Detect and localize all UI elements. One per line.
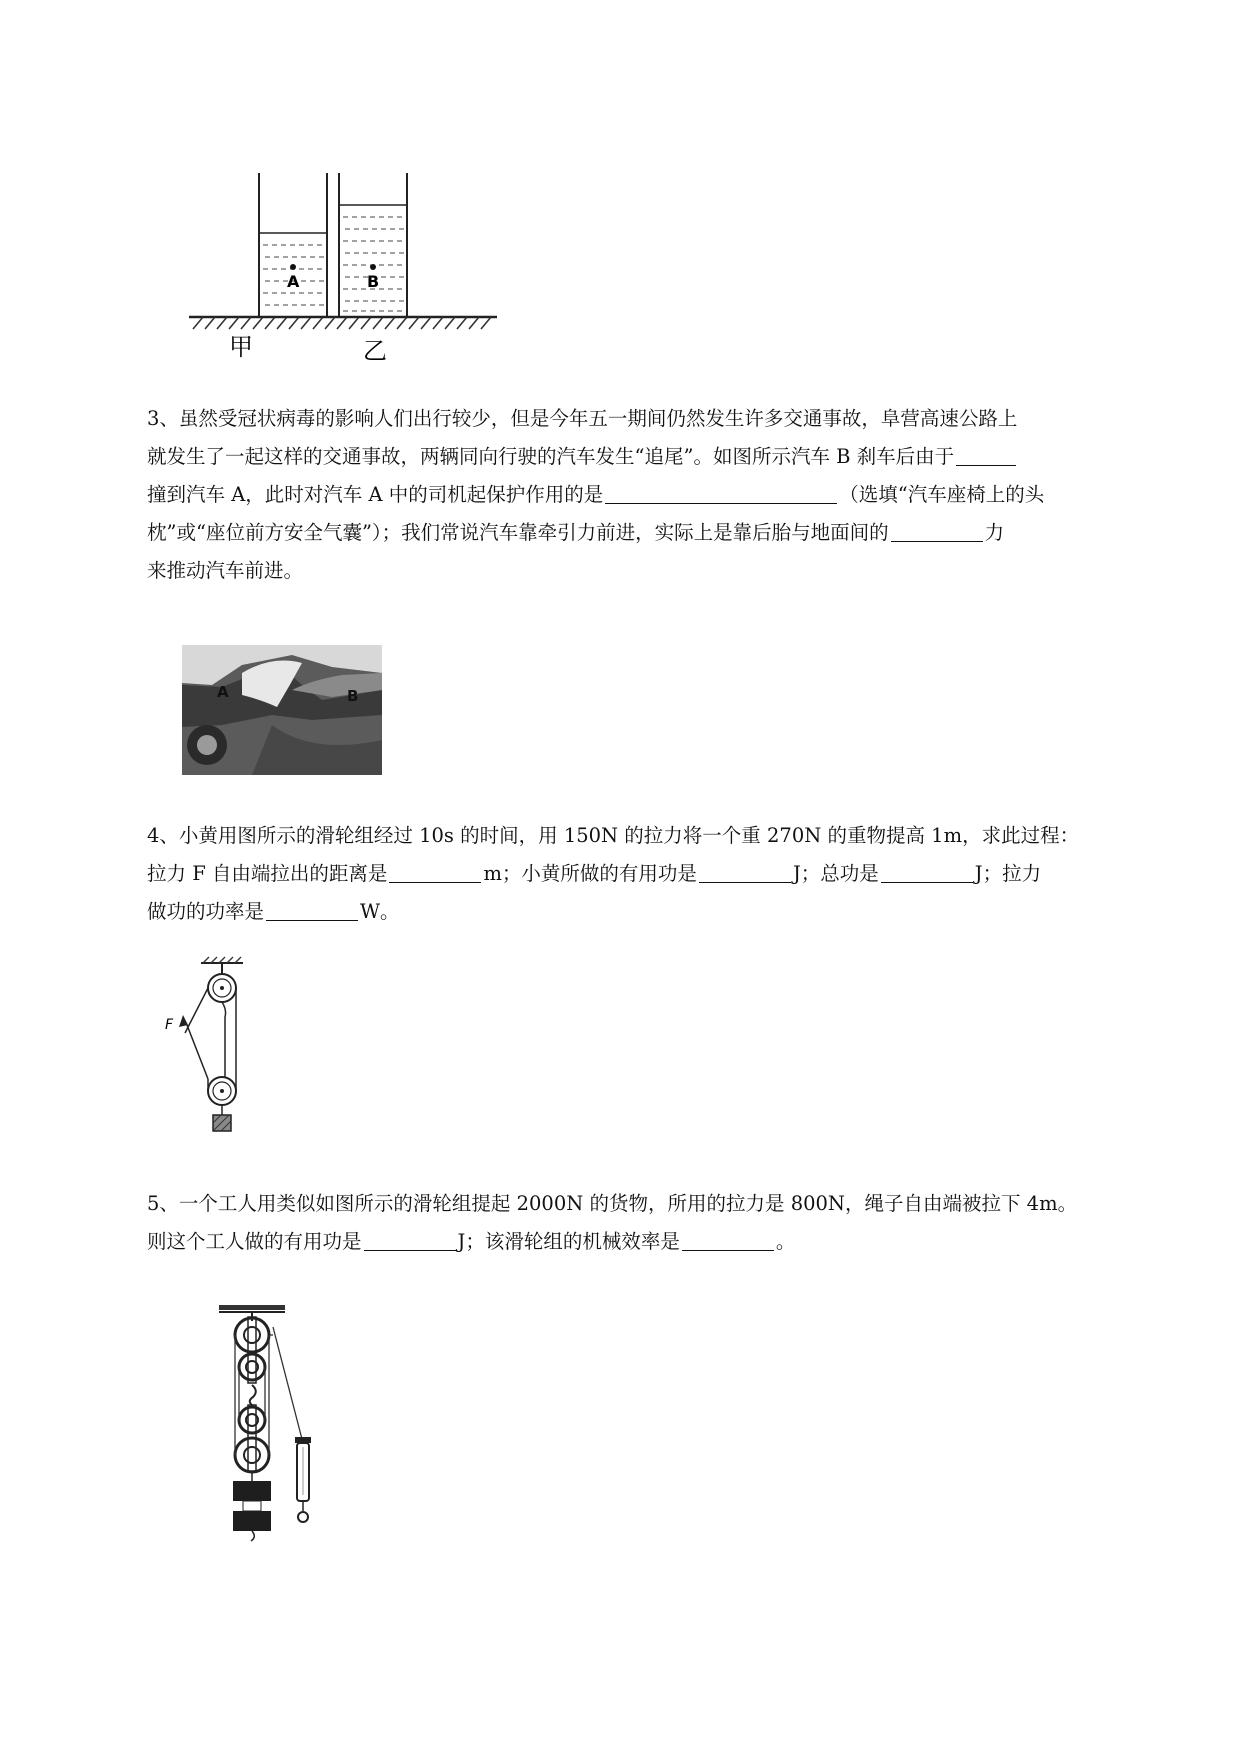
question-4 bbox=[147, 817, 1167, 931]
answer-blank-force[interactable] bbox=[891, 519, 983, 542]
pulley-figure-1 bbox=[165, 955, 265, 1145]
answer-blank-protection[interactable] bbox=[605, 481, 837, 504]
q3-line-1: 3、虽然受冠状病毒的影响人们出行较少，但是今年五一期间仍然发生许多交通事故，阜营高速公路上 bbox=[147, 407, 1018, 430]
q3-line-2 bbox=[147, 438, 1167, 476]
force-label: F bbox=[165, 1017, 174, 1033]
car-collision-image bbox=[182, 645, 382, 775]
q3-line-4-tail: 力 bbox=[984, 521, 1005, 544]
q5-line-2-tail: 。 bbox=[775, 1230, 796, 1253]
answer-blank-distance[interactable] bbox=[389, 860, 481, 883]
car-a-label: A bbox=[217, 683, 229, 701]
question-5 bbox=[147, 1185, 1167, 1261]
q5-line-1: 5、一个工人用类似如图所示的滑轮组提起 2000N 的货物，所用的拉力是 800N，绳子自由端被拉下 4m。 bbox=[147, 1192, 1078, 1215]
q3-line-2-text: 就发生了一起这样的交通事故，两辆同向行驶的汽车发生“追尾”。如图所示汽车 B 刹车后由于 bbox=[147, 445, 955, 468]
car-collision-photo bbox=[182, 645, 382, 775]
answer-blank-useful-work[interactable] bbox=[699, 860, 791, 883]
caption-jia: 甲 bbox=[229, 333, 253, 361]
q4-line-3 bbox=[147, 893, 1167, 931]
beakers-figure bbox=[185, 165, 505, 365]
q5-line-2-text: 则这个工人做的有用功是 bbox=[147, 1230, 362, 1253]
beaker-b-label: B bbox=[367, 272, 380, 291]
question-3 bbox=[147, 400, 1167, 590]
q4-line-2-mid2: J；总功是 bbox=[792, 862, 879, 885]
q4-line-2-text: 拉力 F 自由端拉出的距离是 bbox=[147, 862, 388, 885]
pulley-diagram-1 bbox=[165, 955, 265, 1145]
pulley-diagram-2 bbox=[215, 1305, 335, 1565]
q4-line-2-mid1: m；小黄所做的有用功是 bbox=[483, 862, 697, 885]
caption-yi: 乙 bbox=[363, 337, 387, 365]
q4-line-1: 4、小黄用图所示的滑轮组经过 10s 的时间，用 150N 的拉力将一个重 270N 的重物提高 1m，求此过程： bbox=[147, 824, 1080, 847]
q3-line-3-tail: （选填“汽车座椅上的头 bbox=[839, 483, 1045, 506]
q5-line-2 bbox=[147, 1223, 1167, 1261]
q3-line-5: 来推动汽车前进。 bbox=[147, 559, 304, 582]
answer-blank-inertia[interactable] bbox=[956, 443, 1016, 466]
q3-line-3 bbox=[147, 476, 1167, 514]
beakers-diagram bbox=[185, 165, 505, 365]
q3-line-3-text: 撞到汽车 A，此时对汽车 A 中的司机起保护作用的是 bbox=[147, 483, 604, 506]
answer-blank-useful-work-q5[interactable] bbox=[364, 1228, 456, 1251]
answer-blank-power[interactable] bbox=[266, 898, 358, 921]
q3-line-4-text: 枕”或“座位前方安全气囊”）；我们常说汽车靠牵引力前进，实际上是靠后胎与地面间的 bbox=[147, 521, 889, 544]
answer-blank-total-work[interactable] bbox=[881, 860, 973, 883]
q5-line-2-mid: J；该滑轮组的机械效率是 bbox=[457, 1230, 680, 1253]
q4-line-3-text: 做功的功率是 bbox=[147, 900, 265, 923]
q4-line-2-tail: J；拉力 bbox=[974, 862, 1042, 885]
q4-line-2 bbox=[147, 855, 1167, 893]
q4-line-3-tail: W。 bbox=[360, 900, 400, 923]
car-b-label: B bbox=[347, 687, 359, 705]
pulley-figure-2 bbox=[215, 1305, 335, 1565]
beaker-a-label: A bbox=[287, 272, 300, 291]
q3-line-4 bbox=[147, 514, 1167, 552]
answer-blank-efficiency[interactable] bbox=[682, 1228, 774, 1251]
